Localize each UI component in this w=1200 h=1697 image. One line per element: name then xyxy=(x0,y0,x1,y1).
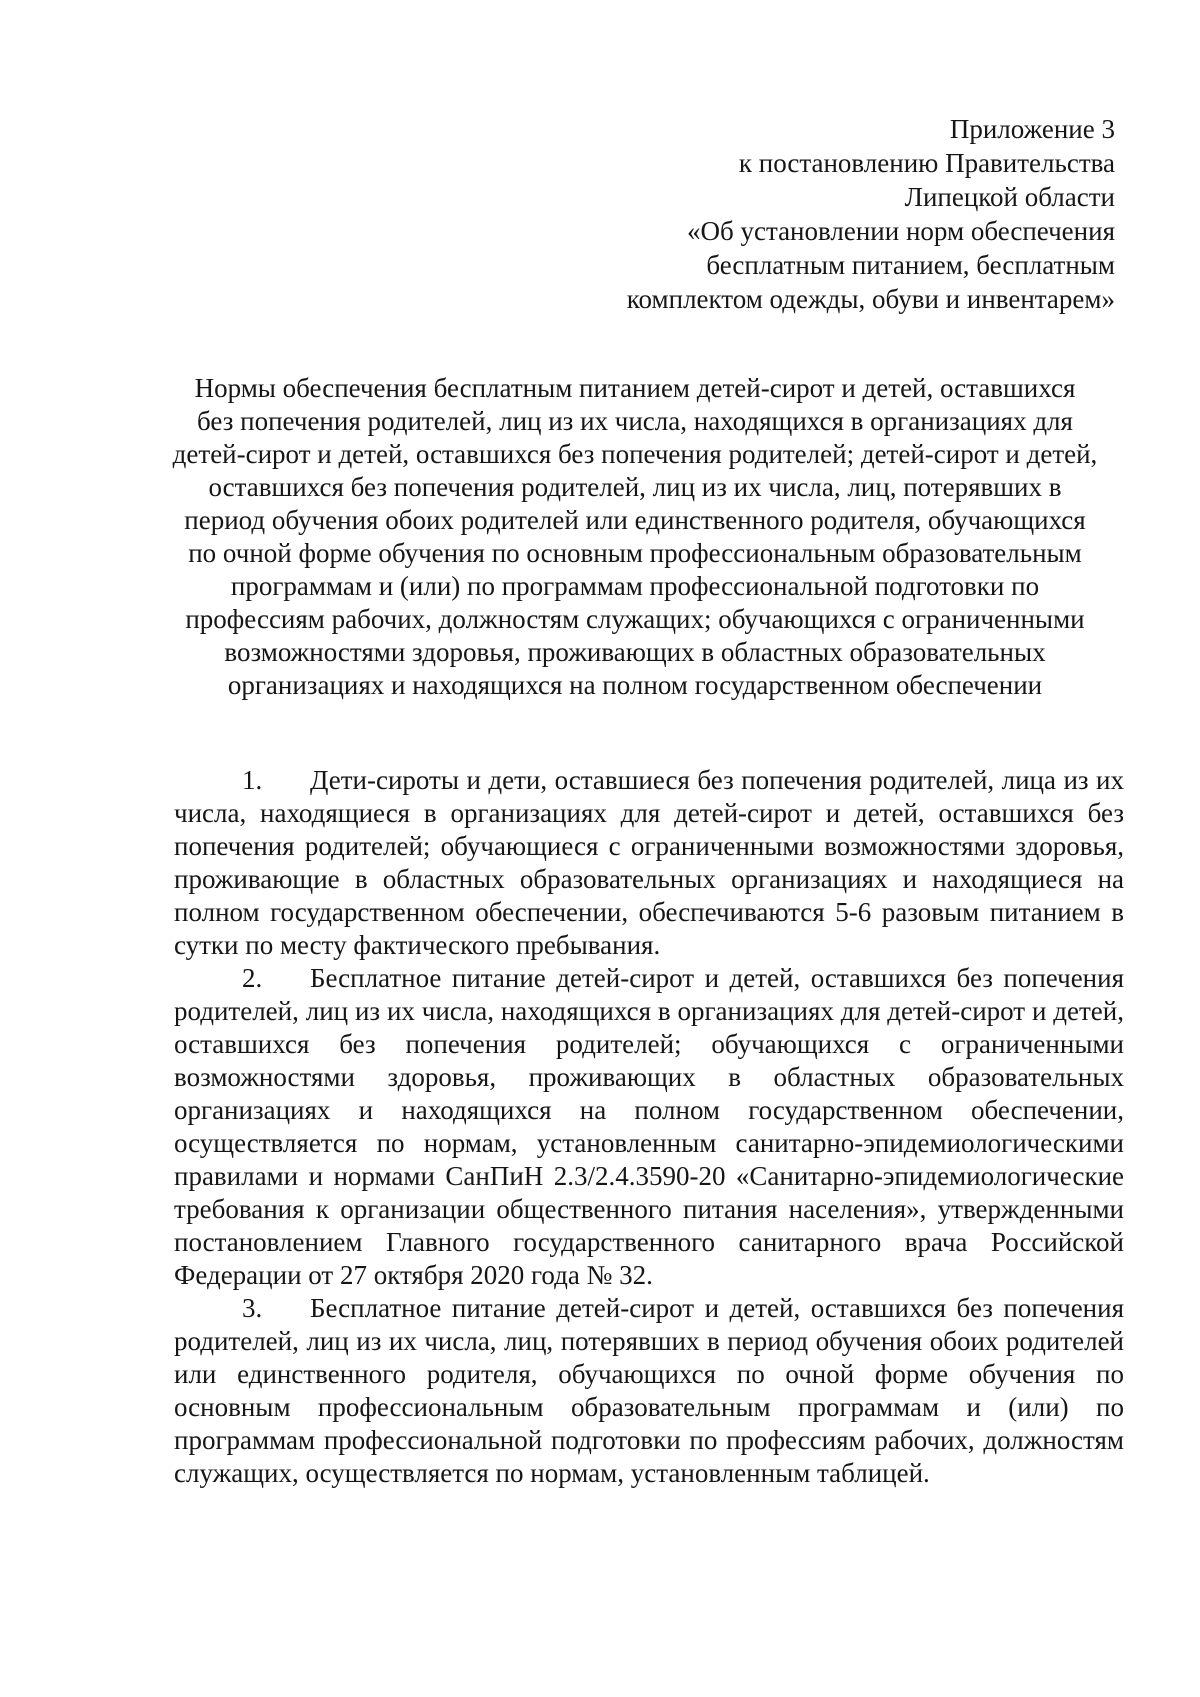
annex-reference: к постановлению Правительства xyxy=(738,148,1115,178)
annex-title-line-1: «Об установлении норм обеспечения xyxy=(686,216,1115,246)
paragraph-number: 2. xyxy=(242,963,263,993)
title-line: без попечения родителей, лиц из их числа, находящихся в организациях для xyxy=(197,406,1073,436)
document-title xyxy=(160,372,1110,702)
paragraph-text: Бесплатное питание детей-сирот и детей, оставшихся без попечения родителей, лиц из их числа, находящихся в организациях для детей-сирот и детей, оставшихся без попечения родителей; обучающихся с ограниченными возможностями здоровья, проживающих в областных образовательных организациях и находящихся на полном государственном обеспечении, осуществляется по нормам, установленным санитарно-эпидемиологическими правилами и нормами СанПиН 2.3/2.4.3590-20 «Санитарно-эпидемиологические требования к организации общественного питания населения», утвержденными постановлением Главного государственного санитарного врача Российской Федерации от 27 октября 2020 года № 32. xyxy=(174,963,1124,1290)
paragraph-text: Бесплатное питание детей-сирот и детей, оставшихся без попечения родителей, лиц из их числа, лиц, потерявших в период обучения обоих родителей или единственного родителя, обучающихся по очной форме обучения по основным профессиональным образовательным программам и (или) по программам профессиональной подготовки по профессиям рабочих, должностям служащих, осуществляется по нормам, установленным таблицей. xyxy=(174,1293,1124,1488)
paragraph-number: 1. xyxy=(242,765,263,795)
annex-header xyxy=(415,112,1115,316)
title-line: по очной форме обучения по основным профессиональным образовательным xyxy=(188,538,1082,568)
title-line: организациях и находящихся на полном государственном обеспечении xyxy=(227,670,1043,700)
document-body xyxy=(174,764,1124,1490)
paragraph-2 xyxy=(174,962,1124,1292)
title-line: период обучения обоих родителей или единственного родителя, обучающихся xyxy=(184,505,1086,535)
annex-title-line-2: бесплатным питанием, бесплатным xyxy=(706,250,1115,280)
paragraph-text: Дети-сироты и дети, оставшиеся без попечения родителей, лица из их числа, находящиеся в организациях для детей-сирот и детей, оставшихся без попечения родителей; обучающиеся с ограниченными возможностями здоровья, проживающие в областных образовательных организациях и находящиеся на полном государственном обеспечении, обеспечиваются 5-6 разовым питанием в сутки по месту фактического пребывания. xyxy=(174,765,1124,960)
annex-title-line-3: комплектом одежды, обуви и инвентарем» xyxy=(626,284,1115,314)
paragraph-1 xyxy=(174,764,1124,962)
title-line: возможностями здоровья, проживающих в областных образовательных xyxy=(224,637,1046,667)
title-line: профессиям рабочих, должностям служащих; обучающихся с ограниченными xyxy=(185,604,1085,634)
title-line: Нормы обеспечения бесплатным питанием детей-сирот и детей, оставшихся xyxy=(194,373,1076,403)
title-line: детей-сирот и детей, оставшихся без попечения родителей; детей-сирот и детей, xyxy=(172,439,1098,469)
title-line: программам и (или) по программам профессиональной подготовки по xyxy=(230,571,1040,601)
annex-number: Приложение 3 xyxy=(949,114,1115,144)
paragraph-number: 3. xyxy=(242,1293,263,1323)
annex-region: Липецкой области xyxy=(904,182,1115,212)
title-line: оставшихся без попечения родителей, лиц из их числа, лиц, потерявших в xyxy=(208,472,1062,502)
paragraph-3 xyxy=(174,1292,1124,1490)
